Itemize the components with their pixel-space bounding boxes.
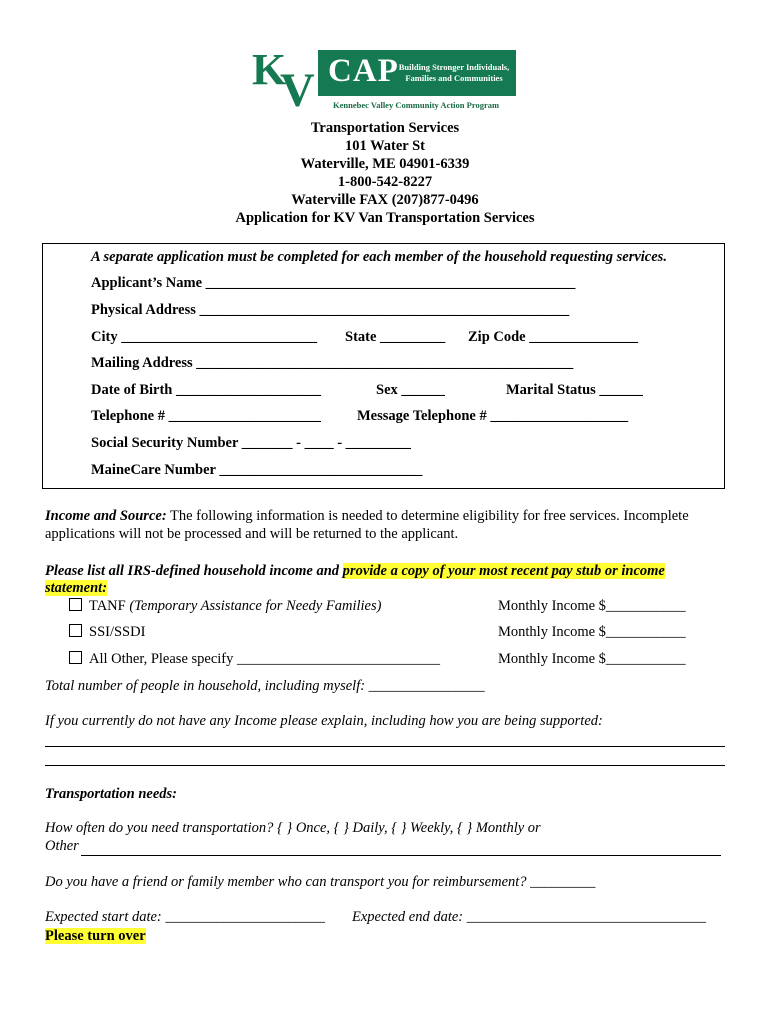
telephone-field[interactable]: Telephone # _____________________ <box>91 408 321 424</box>
message-telephone-field[interactable]: Message Telephone # ___________________ <box>357 408 629 424</box>
explanation-line-2[interactable] <box>45 765 725 766</box>
logo-cap-text: CAP <box>328 53 399 89</box>
explanation-line-1[interactable] <box>45 746 725 747</box>
income-text-2: applications will not be processed and will be returned to the applicant. <box>45 526 459 542</box>
pay-stub-highlight-1: provide a copy of your most recent pay stub or income <box>342 563 665 579</box>
separate-application-notice: A separate application must be completed for each member of the household requesting services. <box>91 249 667 265</box>
applicant-name-field[interactable]: Applicant’s Name ___________________________________________________ <box>91 275 576 291</box>
logo-tagline-1: Building Stronger Individuals, <box>398 62 510 72</box>
ssi-checkbox[interactable] <box>69 624 82 637</box>
tanf-checkbox[interactable] <box>69 598 82 611</box>
income-list-intro: Please list all IRS-defined household income and <box>45 563 343 579</box>
friend-transport-question[interactable]: Do you have a friend or family member who can transport you for reimbursement? _________ <box>45 874 596 890</box>
tanf-label: TANF <box>89 598 130 614</box>
tanf-description: (Temporary Assistance for Needy Families) <box>129 598 382 614</box>
header-city: Waterville, ME 04901-6339 <box>300 156 470 172</box>
tanf-monthly-income-field[interactable]: Monthly Income $___________ <box>498 598 686 614</box>
frequency-other-label: Other <box>45 838 79 854</box>
other-income-checkbox[interactable] <box>69 651 82 664</box>
date-of-birth-field[interactable]: Date of Birth ____________________ <box>91 382 321 398</box>
expected-start-date-field[interactable]: Expected start date: ______________________ <box>45 909 325 925</box>
header-service: Transportation Services <box>310 120 460 136</box>
frequency-other-line[interactable] <box>81 855 721 856</box>
turn-over-highlight: Please turn over <box>45 928 146 944</box>
expected-end-date-field[interactable]: Expected end date: _________________________________ <box>352 909 706 925</box>
ssi-label: SSI/SSDI <box>89 624 146 640</box>
income-list-instruction-cont <box>45 580 107 597</box>
header-fax: Waterville FAX (207)877-0496 <box>291 192 479 208</box>
zip-code-field[interactable]: Zip Code _______________ <box>468 329 638 345</box>
ssi-row <box>69 624 145 641</box>
logo-tagline <box>398 62 510 84</box>
pay-stub-highlight-2: statement: <box>45 580 108 596</box>
income-heading: Income and Source: <box>45 508 167 524</box>
logo-v: V <box>280 64 315 114</box>
income-list-instruction <box>45 563 665 580</box>
other-monthly-income-field[interactable]: Monthly Income $___________ <box>498 651 686 667</box>
income-intro <box>45 508 689 525</box>
header-street: 101 Water St <box>344 138 426 154</box>
logo-tagline-2: Families and Communities <box>405 73 503 83</box>
city-field[interactable]: City ___________________________ <box>91 329 317 345</box>
logo-subtitle: Kennebec Valley Community Action Program <box>333 100 500 110</box>
physical-address-field[interactable]: Physical Address ___________________________________________________ <box>91 302 570 318</box>
logo-k: K <box>252 45 287 94</box>
no-income-explanation-label: If you currently do not have any Income please explain, including how you are being supported: <box>45 713 603 729</box>
ssn-field[interactable]: Social Security Number _______ - ____ - _________ <box>91 435 411 451</box>
form-title: Application for KV Van Transportation Services <box>235 210 535 226</box>
mailing-address-field[interactable]: Mailing Address ____________________________________________________ <box>91 355 574 371</box>
household-count-field[interactable]: Total number of people in household, including myself: ________________ <box>45 678 485 694</box>
mainecare-number-field[interactable]: MaineCare Number ____________________________ <box>91 462 423 478</box>
kv-logo-mark <box>252 44 322 114</box>
tanf-row <box>69 598 381 615</box>
other-income-row <box>69 651 440 668</box>
sex-field[interactable]: Sex ______ <box>376 382 445 398</box>
header-phone: 1-800-542-8227 <box>337 174 433 190</box>
income-text-1: The following information is needed to determine eligibility for free services. Incomplete <box>166 508 689 524</box>
transportation-heading: Transportation needs: <box>45 786 177 802</box>
marital-status-field[interactable]: Marital Status ______ <box>506 382 643 398</box>
please-turn-over <box>45 928 146 945</box>
other-income-label[interactable]: All Other, Please specify ____________________________ <box>89 651 441 667</box>
frequency-question[interactable]: How often do you need transportation? { } Once, { } Daily, { } Weekly, { } Monthly or <box>45 820 541 836</box>
state-field[interactable]: State _________ <box>345 329 446 345</box>
ssi-monthly-income-field[interactable]: Monthly Income $___________ <box>498 624 686 640</box>
